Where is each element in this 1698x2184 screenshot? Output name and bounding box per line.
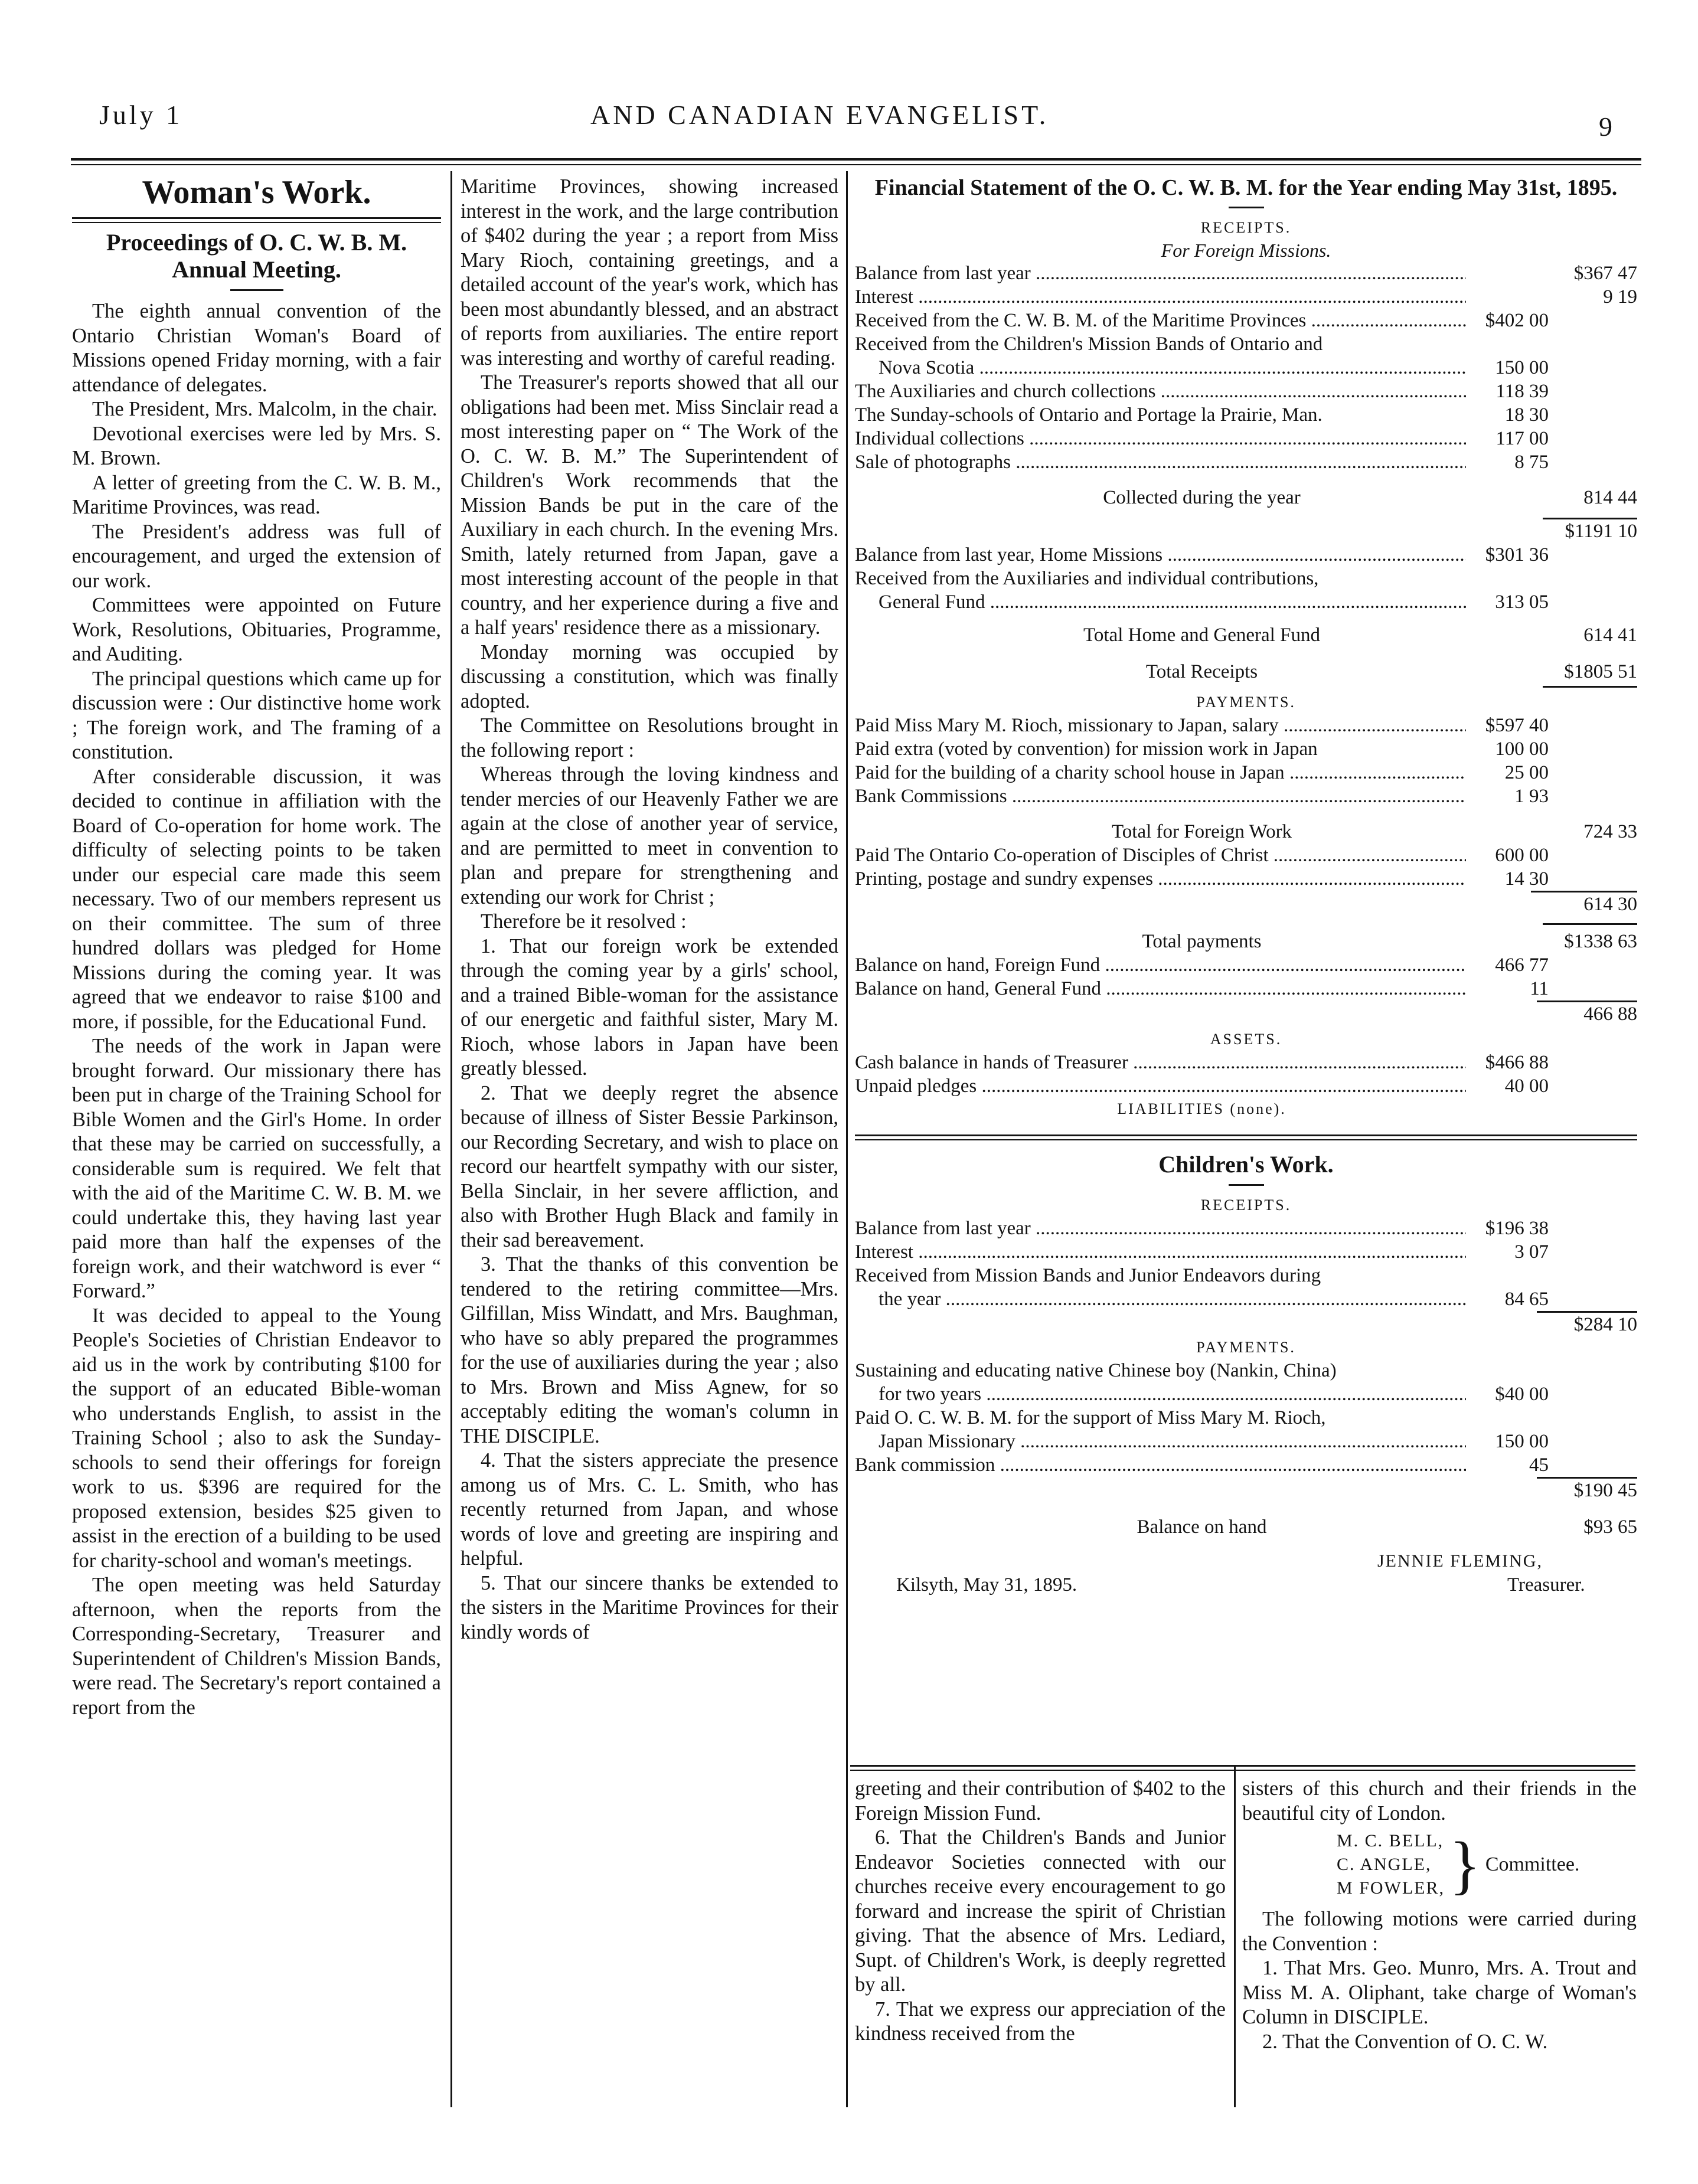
ledger-row xyxy=(855,1382,1637,1406)
ledger-label: Paid for the building of a charity school house in Japan ..... xyxy=(855,761,1466,784)
ledger-label: Received from the Auxiliaries and individual contributions, xyxy=(855,568,1319,589)
brace-icon: } xyxy=(1449,1829,1481,1901)
ledger-amount: $196 38 xyxy=(1485,1218,1549,1239)
paragraph: 5. That our sincere thanks be extended to the sisters in the Maritime Provinces for their kindly words of xyxy=(461,1571,838,1643)
ledger-row xyxy=(855,309,1637,332)
ledger-row xyxy=(855,1430,1637,1453)
header-title: AND CANADIAN EVANGELIST. xyxy=(590,100,1049,130)
column-3-lower xyxy=(855,1777,1226,2046)
ledger-amount: 25 00 xyxy=(1504,762,1549,783)
paragraph: A letter of greeting from the C. W. B. M., Maritime Provinces, was read. xyxy=(72,471,441,518)
title-rule-thin xyxy=(72,222,441,223)
paragraph: 2. That we deeply regret the absence because of illness of Sister Bessie Parkinson, our Recording Secretary, and wish to place on record our heartfelt sympathy with our sister, Bella Sinclair, in her severe affliction, and also with Brother Hugh Black and family in their sad bereavement. xyxy=(461,1081,838,1251)
ledger-label: Received from the C. W. B. M. of the Maritime Provinces ..... xyxy=(855,309,1466,332)
ledger-amount: 8 75 xyxy=(1514,452,1549,473)
ledger-label: Balance on hand, General Fund ..... xyxy=(855,977,1466,1001)
paragraph: The principal questions which came up for discussion were : Our distinctive home work ; The foreign work, and The framing of a constitution. xyxy=(72,667,441,763)
ledger-row xyxy=(855,843,1637,867)
total-payments-amount: $1338 63 xyxy=(1564,931,1637,952)
ledger-row xyxy=(855,1074,1637,1098)
ledger-label: Paid Miss Mary M. Rioch, missionary to Japan, salary ..... xyxy=(855,714,1466,737)
ledger-row xyxy=(855,953,1637,977)
ledger-row xyxy=(855,1287,1637,1311)
children-receipts-heading: RECEIPTS. xyxy=(1200,1196,1292,1214)
paragraph: Therefore be it resolved : xyxy=(481,910,687,933)
ledger-label: the year ..... xyxy=(855,1287,1466,1311)
ledger-amount: 3 07 xyxy=(1514,1241,1549,1263)
ledger-row xyxy=(855,977,1637,1001)
ledger-row xyxy=(855,1051,1637,1074)
ledger-row xyxy=(855,867,1637,891)
ledger-amount: 118 39 xyxy=(1495,381,1549,402)
children-payments-list xyxy=(855,1359,1637,1477)
column-4-lower xyxy=(1242,1777,1637,2054)
ledger-label: Balance on hand, Foreign Fund ..... xyxy=(855,953,1466,977)
ledger-row xyxy=(855,356,1637,380)
children-receipts-list xyxy=(855,1217,1637,1311)
ledger-row xyxy=(855,567,1637,590)
ledger-amount: $402 00 xyxy=(1485,310,1549,331)
treasurer-name: JENNIE FLEMING, xyxy=(1377,1551,1543,1571)
ledger-row xyxy=(855,1264,1637,1287)
paragraph: The Treasurer's reports showed that all our obligations had been met. Miss Sinclair read a most interesting paper on “ The Work of the O. C. W. B. M.” The Superintendent of Children's Work recommends that the Mission Bands be put in the care of the Auxiliary in each church. In the evening Mrs. Smith, lately returned from Japan, gave a most interesting account of the people in that country, and her experience during a five and a half years' residence there as a missionary. xyxy=(461,371,838,639)
ledger-label: Sale of photographs ..... xyxy=(855,450,1466,474)
children-title-rule xyxy=(1229,1184,1264,1186)
committee-member: M. C. BELL, xyxy=(1337,1831,1444,1850)
committee-member: C. ANGLE, xyxy=(1337,1855,1432,1874)
paragraph: The President's address was full of encouragement, and urged the extension of our work. xyxy=(72,520,441,592)
paragraph: 4. That the sisters appreciate the presence among us of Mrs. C. L. Smith, who has recently returned from Japan, and whose words of love and greeting are inspiring and helpful. xyxy=(461,1449,838,1570)
column-rule-3 xyxy=(1234,1765,1236,2107)
ledger-label: Received from Mission Bands and Junior Endeavors during xyxy=(855,1265,1321,1286)
receipts-heading: RECEIPTS. xyxy=(1200,219,1292,236)
ledger-total: $367 47 xyxy=(1573,263,1637,284)
ledger-label: Unpaid pledges ..... xyxy=(855,1074,1466,1098)
ledger-label: Japan Missionary ..... xyxy=(855,1430,1466,1453)
ledger-label: Cash balance in hands of Treasurer ..... xyxy=(855,1051,1466,1074)
paragraph: It was decided to appeal to the Young People's Societies of Christian Endeavor to aid us in the work by contributing $100 for the support of an educated Bible-woman who understands English, to assist in the Training School ; also to ask the Sunday-schools to send their offerings for foreign work to us. $396 are required for the proposed extension, besides $25 given to assist in the erection of a building to be used for charity-school and woman's meetings. xyxy=(72,1304,441,1572)
section-rule-thin xyxy=(855,1139,1637,1140)
ledger-amount: $466 88 xyxy=(1485,1052,1549,1073)
children-balance-amount: $93 65 xyxy=(1583,1516,1637,1538)
header-rule-thin xyxy=(71,164,1641,165)
ledger-label: Balance from last year, Home Missions ..... xyxy=(855,543,1466,567)
committee-signature xyxy=(1337,1829,1637,1900)
financial-statement xyxy=(855,175,1637,1597)
ledger-row xyxy=(855,427,1637,450)
ledger-label: The Sunday-schools of Ontario and Portage la Prairie, Man. xyxy=(855,404,1323,426)
ledger-amount: 18 30 xyxy=(1504,404,1549,426)
ledger-amount: 600 00 xyxy=(1495,845,1549,866)
paragraph: Monday morning was occupied by discussing a constitution, which was finally adopted. xyxy=(461,640,838,712)
article-title: Proceedings of O. C. W. B. M. Annual Meeting. xyxy=(106,229,407,283)
column-2 xyxy=(461,175,838,1644)
sum-rule xyxy=(1543,923,1637,925)
ledger-row xyxy=(855,1217,1637,1240)
ledger-amount: 45 xyxy=(1529,1454,1549,1476)
title-short-rule xyxy=(230,289,283,291)
paragraph: sisters of this church and their friends in the beautiful city of London. xyxy=(1242,1777,1637,1825)
paragraph: The eighth annual convention of the Ontario Christian Woman's Board of Missions opened Friday morning, with a fair attendance of delegates. xyxy=(72,300,441,396)
ledger-label: Printing, postage and sundry expenses ..... xyxy=(855,867,1466,891)
ledger-label: Interest ..... xyxy=(855,1240,1466,1264)
payments-subtotal: 614 30 xyxy=(1531,891,1637,916)
ledger-row xyxy=(855,1240,1637,1264)
ledger-row xyxy=(855,1359,1637,1382)
ledger-amount: 11 xyxy=(1530,978,1549,999)
liabilities-line: LIABILITIES (none). xyxy=(1117,1100,1286,1117)
ledger-row xyxy=(855,714,1637,737)
lower-section-rule xyxy=(850,1765,1635,1767)
children-receipts-total: $284 10 xyxy=(1537,1311,1637,1336)
ledger-amount: 84 65 xyxy=(1504,1289,1549,1310)
ledger-label: Paid O. C. W. B. M. for the support of Miss Mary M. Rioch, xyxy=(855,1407,1326,1428)
total-home-amount: 614 41 xyxy=(1583,625,1637,646)
paragraph: After considerable discussion, it was decided to continue in affiliation with the Board of Co-operation for home work. The difficulty of selecting points to be taken under our especial care made this seem necessary. Two of our members represent us on their committee. The sum of three hundred dollars was pledged for Home Missions during the coming year. It was agreed that we endeavor to raise $100 and more, if possible, for the Educational Fund. xyxy=(72,765,441,1033)
ledger-row xyxy=(855,285,1637,309)
balance-total: 466 88 xyxy=(1537,1001,1637,1026)
ledger-amount: 150 00 xyxy=(1495,1431,1549,1452)
children-balance-label: Balance on hand xyxy=(1137,1516,1267,1538)
paragraph: Maritime Provinces, showing increased interest in the work, and the large contribution of $402 during the year ; a report from Miss Mary Rioch, containing greetings, and a detailed account of the year's work, which has been most abundantly blessed, and an abstract of reports from auxiliaries. The entire report was interesting and worthy of careful reading. xyxy=(461,175,838,370)
paragraph: 1. That Mrs. Geo. Munro, Mrs. A. Trout and Miss M. A. Oliphant, take charge of Woman's Column in DISCIPLE. xyxy=(1242,1957,1637,2028)
column-1 xyxy=(72,175,441,1720)
sum-rule xyxy=(1543,686,1637,688)
paragraph: greeting and their contribution of $402 to the Foreign Mission Fund. xyxy=(855,1777,1226,1825)
ledger-label: Sustaining and educating native Chinese boy (Nankin, China) xyxy=(855,1360,1337,1381)
ledger-label: Received from the Children's Mission Bands of Ontario and xyxy=(855,334,1323,355)
paragraph: Devotional exercises were led by Mrs. S. M. Brown. xyxy=(72,422,441,469)
ledger-label: for two years ..... xyxy=(855,1382,1466,1406)
ledger-label: Paid extra (voted by convention) for mission work in Japan xyxy=(855,738,1318,760)
ledger-row xyxy=(855,380,1637,403)
title-rule xyxy=(72,217,441,219)
column-rule-1 xyxy=(450,171,452,2107)
ledger-row xyxy=(855,784,1637,808)
payments-list xyxy=(855,714,1637,808)
ledger-label: Balance from last year ..... xyxy=(855,1217,1466,1240)
paragraph: 6. That the Children's Bands and Junior Endeavor Societies connected with our churches receive every encouragement to go forward and increase the spirit of Christian giving. That the absence of Mrs. Lediard, Supt. of Children's Work, is deeply regretted by all. xyxy=(855,1826,1226,1996)
ledger-row xyxy=(855,403,1637,427)
committee-member: M FOWLER, xyxy=(1337,1878,1445,1898)
ledger-amount: 100 00 xyxy=(1495,738,1549,760)
paragraph: The Committee on Resolutions brought in the following report : xyxy=(461,714,838,761)
children-work-title: Children's Work. xyxy=(1158,1151,1334,1178)
paragraph: The President, Mrs. Malcolm, in the chair. xyxy=(92,398,437,420)
children-payments-heading: PAYMENTS. xyxy=(1196,1339,1296,1356)
collected-amount: 814 44 xyxy=(1583,487,1637,508)
header-rule xyxy=(71,158,1641,161)
treasurer-title: Treasurer. xyxy=(1507,1574,1585,1596)
ledger-row xyxy=(855,450,1637,474)
ledger-amount: $597 40 xyxy=(1485,715,1549,736)
ledger-row xyxy=(855,737,1637,761)
receipts-subtotal: $1191 10 xyxy=(1565,521,1637,542)
paragraph: The following motions were carried during the Convention : xyxy=(1242,1908,1637,1955)
assets-list xyxy=(855,1051,1637,1098)
ledger-label: The Auxiliaries and church collections ..... xyxy=(855,380,1466,403)
financial-title: Financial Statement of the O. C. W. B. M. for the Year ending May 31st, 1895. xyxy=(874,175,1618,200)
ledger-row xyxy=(855,261,1637,285)
ledger-total: 9 19 xyxy=(1603,286,1637,308)
total-foreign-amount: 724 33 xyxy=(1583,821,1637,842)
section-rule xyxy=(855,1134,1637,1136)
ledger-amount: $301 36 xyxy=(1485,544,1549,565)
ledger-label: Bank commission ..... xyxy=(855,1453,1466,1477)
paragraph: 1. That our foreign work be extended through the coming year by a girls' school, and a trained Bible-woman for the assistance of our energetic and faithful sister, Mary M. Rioch, whose labors in Japan have been greatly blessed. xyxy=(461,934,838,1080)
paragraph: Committees were appointed on Future Work, Resolutions, Obituaries, Programme, and Auditing. xyxy=(72,594,441,665)
assets-heading: ASSETS. xyxy=(1210,1031,1282,1048)
paragraph: The needs of the work in Japan were brought forward. Our missionary there has been put in charge of the Training School for Bible Women and the Girl's Home. In order that these may be carried on successfully, a considerable sum is required. We felt that with the aid of the Maritime C. W. B. M. we could undertake this, they having last year paid more than half the expenses of the foreign work, and their watchword is ever “ Forward.” xyxy=(72,1035,441,1302)
ledger-amount: 466 77 xyxy=(1495,954,1549,976)
ledger-label: Nova Scotia ..... xyxy=(855,356,1466,380)
ledger-amount: 313 05 xyxy=(1495,591,1549,613)
total-foreign-label: Total for Foreign Work xyxy=(1111,821,1292,842)
section-title: Woman's Work. xyxy=(142,174,371,211)
ledger-label: Balance from last year ..... xyxy=(855,261,1466,285)
ledger-amount: 1 93 xyxy=(1514,786,1549,807)
place-date: Kilsyth, May 31, 1895. xyxy=(896,1574,1077,1596)
ledger-row xyxy=(855,1406,1637,1430)
column-rule-2 xyxy=(846,171,848,2107)
receipts-list xyxy=(855,261,1637,474)
ledger-row xyxy=(855,590,1637,614)
ledger-amount: 117 00 xyxy=(1495,428,1549,449)
paragraph: 3. That the thanks of this convention be tendered to the retiring committee—Mrs. Gilfillan, Miss Windatt, and Mrs. Baughman, who have so ably prepared the programmes for the use of auxiliaries during the year ; also to Mrs. Brown and Miss Agnew, for so acceptably editing the woman's column in THE DISCIPLE. xyxy=(461,1253,838,1447)
ledger-amount: 150 00 xyxy=(1495,357,1549,378)
collected-label: Collected during the year xyxy=(1103,487,1301,508)
paragraph: 2. That the Convention of O. C. W. xyxy=(1262,2030,1548,2053)
ledger-label: Individual collections ..... xyxy=(855,427,1466,450)
paragraph: Whereas through the loving kindness and tender mercies of our Heavenly Father we are again at the close of another year of service, and are permitted to meet in convention to plan and prepare for strengthening and extending our work for Christ ; xyxy=(461,763,838,908)
home-list xyxy=(855,543,1637,614)
paragraph: 7. That we express our appreciation of the kindness received from the xyxy=(855,1997,1226,2045)
ledger-row xyxy=(855,332,1637,356)
payments-heading: PAYMENTS. xyxy=(1196,694,1296,711)
ledger-amount: $40 00 xyxy=(1495,1384,1549,1405)
total-home-label: Total Home and General Fund xyxy=(1083,625,1320,646)
balances-list xyxy=(855,953,1637,1001)
ledger-row xyxy=(855,543,1637,567)
ledger-row xyxy=(855,1453,1637,1477)
total-receipts-amount: $1805 51 xyxy=(1564,661,1637,682)
payments2-list xyxy=(855,843,1637,891)
ledger-amount: 40 00 xyxy=(1504,1075,1549,1097)
sum-rule xyxy=(1543,518,1637,519)
ledger-label: Paid The Ontario Co-operation of Disciples of Christ ..... xyxy=(855,843,1466,867)
paragraph: The open meeting was held Saturday afternoon, when the reports from the Corresponding-Secretary, Treasurer and Superintendent of Children's Mission Bands, were read. The Secretary's report contained a report from the xyxy=(72,1574,441,1719)
total-payments-label: Total payments xyxy=(1142,931,1262,952)
ledger-label: Bank Commissions ..... xyxy=(855,784,1466,808)
header-date: July 1 xyxy=(99,100,183,130)
lower-section-rule-thin xyxy=(850,1770,1635,1771)
ledger-amount: 14 30 xyxy=(1504,868,1549,890)
total-receipts-label: Total Receipts xyxy=(1145,661,1258,682)
financial-title-rule xyxy=(1229,207,1264,208)
foreign-missions-heading: For Foreign Missions. xyxy=(1161,240,1331,261)
committee-label: Committee. xyxy=(1485,1853,1580,1875)
children-payments-total: $190 45 xyxy=(1537,1477,1637,1502)
ledger-label: Interest ..... xyxy=(855,285,1466,309)
page-number: 9 xyxy=(1599,112,1615,142)
ledger-label: General Fund ..... xyxy=(855,590,1466,614)
ledger-row xyxy=(855,761,1637,784)
